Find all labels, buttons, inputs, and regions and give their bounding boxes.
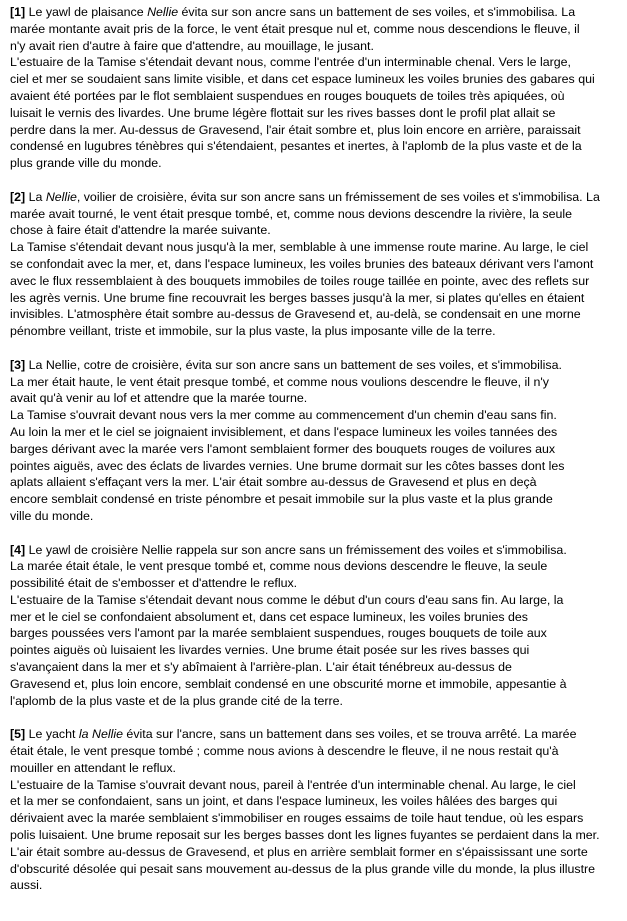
text-segment: barges dérivant avec la marée vers l'amont semblaient former des bouquets rouges de voilures aux xyxy=(10,441,556,456)
text-segment: ciel et mer se soudaient sans limite visible, et dans cet espace lumineux les voiles brunies des gabares qui xyxy=(10,72,595,87)
text-segment: polis luisaient. Une brume reposait sur les berges basses dont les lignes fuyantes se perdaient dans la mer. xyxy=(10,828,600,843)
text-segment: L'estuaire de la Tamise s'étendait devant nous comme le début d'un cours d'eau sans fin. Au large, la xyxy=(10,592,564,607)
text-segment: L'estuaire de la Tamise s'étendait devant nous, comme l'entrée d'un interminable chenal. Vers le large, xyxy=(10,55,571,70)
text-segment: possibilité était de s'embosser et d'attendre le reflux. xyxy=(10,576,298,591)
text-line xyxy=(10,491,605,508)
text-line xyxy=(10,105,605,122)
text-segment: dérivaient avec la marée semblaient s'immobiliser en rouges essaims de toile haut tendue, où les espars xyxy=(10,811,584,826)
text-line xyxy=(10,474,605,491)
text-line xyxy=(10,810,605,827)
text-segment: La Tamise s'ouvrait devant nous vers la mer comme au commencement d'un chemin d'eau sans fin. xyxy=(10,408,557,423)
text-segment: Le yawl de plaisance xyxy=(28,5,148,19)
text-segment: aplats allaient s'effaçant vers la mer. L'air était sombre au-dessus de Gravesend et plus en deçà xyxy=(10,475,537,490)
text-segment: invisibles. L'atmosphère était sombre au-dessus de Gravesend et, au-delà, se condensait en une morne xyxy=(10,307,581,322)
text-line xyxy=(10,877,605,894)
text-line xyxy=(10,189,605,206)
text-line xyxy=(10,138,605,155)
text-segment: La Nellie, cotre de croisière, évita sur son ancre sans un battement de ses voiles, et s'immobilisa. xyxy=(28,357,562,372)
text-line xyxy=(10,793,605,810)
text-line xyxy=(10,592,605,609)
text-line xyxy=(10,4,605,21)
text-line xyxy=(10,357,605,374)
text-segment: avec le flux ressemblaient à des bouquets immobiles de toiles rouge taillée en pointe, avec des reflets sur xyxy=(10,273,590,288)
text-line xyxy=(10,407,605,424)
text-line xyxy=(10,693,605,710)
text-segment: marée avait tourné, le vent était presque tombé, et, comme nous devions descendre la rivière, la seule xyxy=(10,206,573,221)
text-segment: et la mer se confondaient, sans un joint, et dans l'espace lumineux, les voiles hâlées des barges qui xyxy=(10,794,558,809)
text-segment: avait qu'à venir au lof et attendre que la marée tourne. xyxy=(10,391,308,406)
text-line xyxy=(10,659,605,676)
text-segment: perdre dans la mer. Au-dessus de Gravesend, l'air était sombre et, plus loin encore en arrière, paraissait xyxy=(10,122,581,137)
text-segment: mouiller en attendant le reflux. xyxy=(10,760,176,775)
text-line xyxy=(10,609,605,626)
translation-version xyxy=(10,542,605,710)
text-segment: n'y avait rien d'autre à faire que d'attendre, au mouillage, le jusant. xyxy=(10,38,374,53)
text-segment: d'obscurité désolée qui pesait sans mouvement au-dessus de la plus grande ville du monde, la plus illustre xyxy=(10,861,596,876)
text-line xyxy=(10,441,605,458)
text-line xyxy=(10,827,605,844)
text-segment: Gravesend et, plus loin encore, semblait condensé en une obscurité morne et immobile, appesantie à xyxy=(10,676,567,691)
text-segment: , voilier de croisière, évita sur son ancre sans un frémissement de ses voiles et s'immobilisa. La xyxy=(76,189,600,204)
text-segment: ville du monde. xyxy=(10,508,94,523)
text-segment: condensé en lugubres ténèbres qui s'étendaient, pesantes et inertes, à l'aplomb de la plus vaste et de la xyxy=(10,139,582,154)
version-number: [3] xyxy=(10,357,26,372)
text-line xyxy=(10,760,605,777)
text-line xyxy=(10,625,605,642)
text-line xyxy=(10,642,605,659)
text-line xyxy=(10,122,605,139)
translation-version xyxy=(10,189,605,340)
translation-version xyxy=(10,726,605,894)
text-line xyxy=(10,273,605,290)
text-segment: Le yawl de croisière Nellie rappela sur son ancre sans un frémissement des voiles et s'immobilisa. xyxy=(28,542,567,557)
text-segment: aussi. xyxy=(10,878,43,893)
italic-ship-name: la Nellie xyxy=(78,727,123,742)
text-line xyxy=(10,206,605,223)
text-segment: était étale, le vent presque tombé ; comme nous avions à descendre le fleuve, il ne nous restait qu'à xyxy=(10,744,559,759)
text-segment: pointes aiguës, avec des éclats de livardes vernies. Une brume dormait sur les côtes basses dont les xyxy=(10,458,565,473)
version-number: [2] xyxy=(10,189,26,204)
text-line xyxy=(10,88,605,105)
text-line xyxy=(10,676,605,693)
text-line xyxy=(10,290,605,307)
text-line xyxy=(10,861,605,878)
text-segment: barges poussées vers l'amont par la marée semblaient suspendues, rouges bouquets de toile aux xyxy=(10,626,547,641)
text-line xyxy=(10,374,605,391)
text-line xyxy=(10,256,605,273)
text-line xyxy=(10,54,605,71)
text-segment: La xyxy=(28,189,46,204)
text-line xyxy=(10,323,605,340)
translation-version xyxy=(10,4,605,172)
text-segment: mer et le ciel se confondaient absolument et, dans cet espace lumineux, les voiles brunies des xyxy=(10,609,528,624)
text-segment: La mer était haute, le vent était presque tombé, et comme nous voulions descendre le fleuve, il n'y xyxy=(10,374,549,389)
translation-version xyxy=(10,357,605,525)
text-segment: L'air était sombre au-dessus de Gravesend, et plus en arrière semblait former en s'épaississant une sorte xyxy=(10,844,588,859)
text-segment: Le yacht xyxy=(28,727,79,742)
text-segment: s'avançaient dans la mer et s'y abîmaient à l'arrière-plan. L'air était ténébreux au-dessus de xyxy=(10,660,512,675)
text-line xyxy=(10,575,605,592)
version-number: [5] xyxy=(10,727,26,742)
text-line xyxy=(10,508,605,525)
text-segment: pointes aiguës où luisaient les livardes vernies. Une brume était posée sur les rives basses qui xyxy=(10,643,530,658)
text-segment: La Tamise s'étendait devant nous jusqu'à la mer, semblable à une immense route marine. Au large, le ciel xyxy=(10,240,589,255)
text-segment: pénombre veillant, triste et immobile, sur la plus vaste, la plus imposante ville de la terre. xyxy=(10,324,496,339)
text-line xyxy=(10,726,605,743)
text-segment: L'estuaire de la Tamise s'ouvrait devant nous, pareil à l'entrée d'un interminable chenal. Au large, le ciel xyxy=(10,777,576,792)
text-line xyxy=(10,424,605,441)
version-number: [4] xyxy=(10,542,26,557)
version-number: [1] xyxy=(10,5,26,19)
text-line xyxy=(10,239,605,256)
text-line xyxy=(10,155,605,172)
text-line xyxy=(10,71,605,88)
text-line xyxy=(10,222,605,239)
text-line xyxy=(10,306,605,323)
text-segment: chose à faire était d'attendre la marée suivante. xyxy=(10,223,271,238)
text-segment: les agrès vernis. Une brume fine recouvrait les berges basses jusqu'à la mer, si plates qu'elles en étaient xyxy=(10,290,585,305)
text-segment: marée montante avait pris de la force, le vent était presque nul et, comme nous descendions le fleuve, il xyxy=(10,21,580,36)
italic-ship-name: Nellie xyxy=(147,5,179,19)
text-line xyxy=(10,777,605,794)
text-segment: plus grande ville du monde. xyxy=(10,156,162,171)
text-segment: évita sur l'ancre, sans un battement dans ses voiles, et se trouva arrêté. La marée xyxy=(122,727,577,742)
text-line xyxy=(10,844,605,861)
text-segment: l'aplomb de la plus vaste et de la plus grande cité de la terre. xyxy=(10,693,343,708)
text-segment: luisait le vernis des livardes. Une brume légère flottait sur les rives basses dont le profil plat allait se xyxy=(10,105,556,120)
text-segment: se confondait avec la mer, et, dans l'espace lumineux, les voiles brunies des bateaux dérivant vers l'amont xyxy=(10,256,594,271)
text-line xyxy=(10,542,605,559)
text-segment: La marée était étale, le vent presque tombé et, comme nous devions descendre le fleuve, la seule xyxy=(10,559,548,574)
text-segment: Au loin la mer et le ciel se joignaient invisiblement, et dans l'espace lumineux les voiles tannées des xyxy=(10,424,558,439)
text-segment: avaient été portées par le flot semblaient suspendues en rouges bouquets de toiles très apiquées, où xyxy=(10,88,565,103)
text-line xyxy=(10,21,605,38)
text-line xyxy=(10,390,605,407)
text-segment: évita sur son ancre sans un battement de ses voiles, et s'immobilisa. La xyxy=(178,5,576,19)
text-segment: encore semblait condensé en triste pénombre et pesait immobile sur la plus vaste et la plus grande xyxy=(10,492,553,507)
italic-ship-name: Nellie xyxy=(45,189,77,204)
text-line xyxy=(10,558,605,575)
text-line xyxy=(10,38,605,55)
text-line xyxy=(10,743,605,760)
text-line xyxy=(10,458,605,475)
